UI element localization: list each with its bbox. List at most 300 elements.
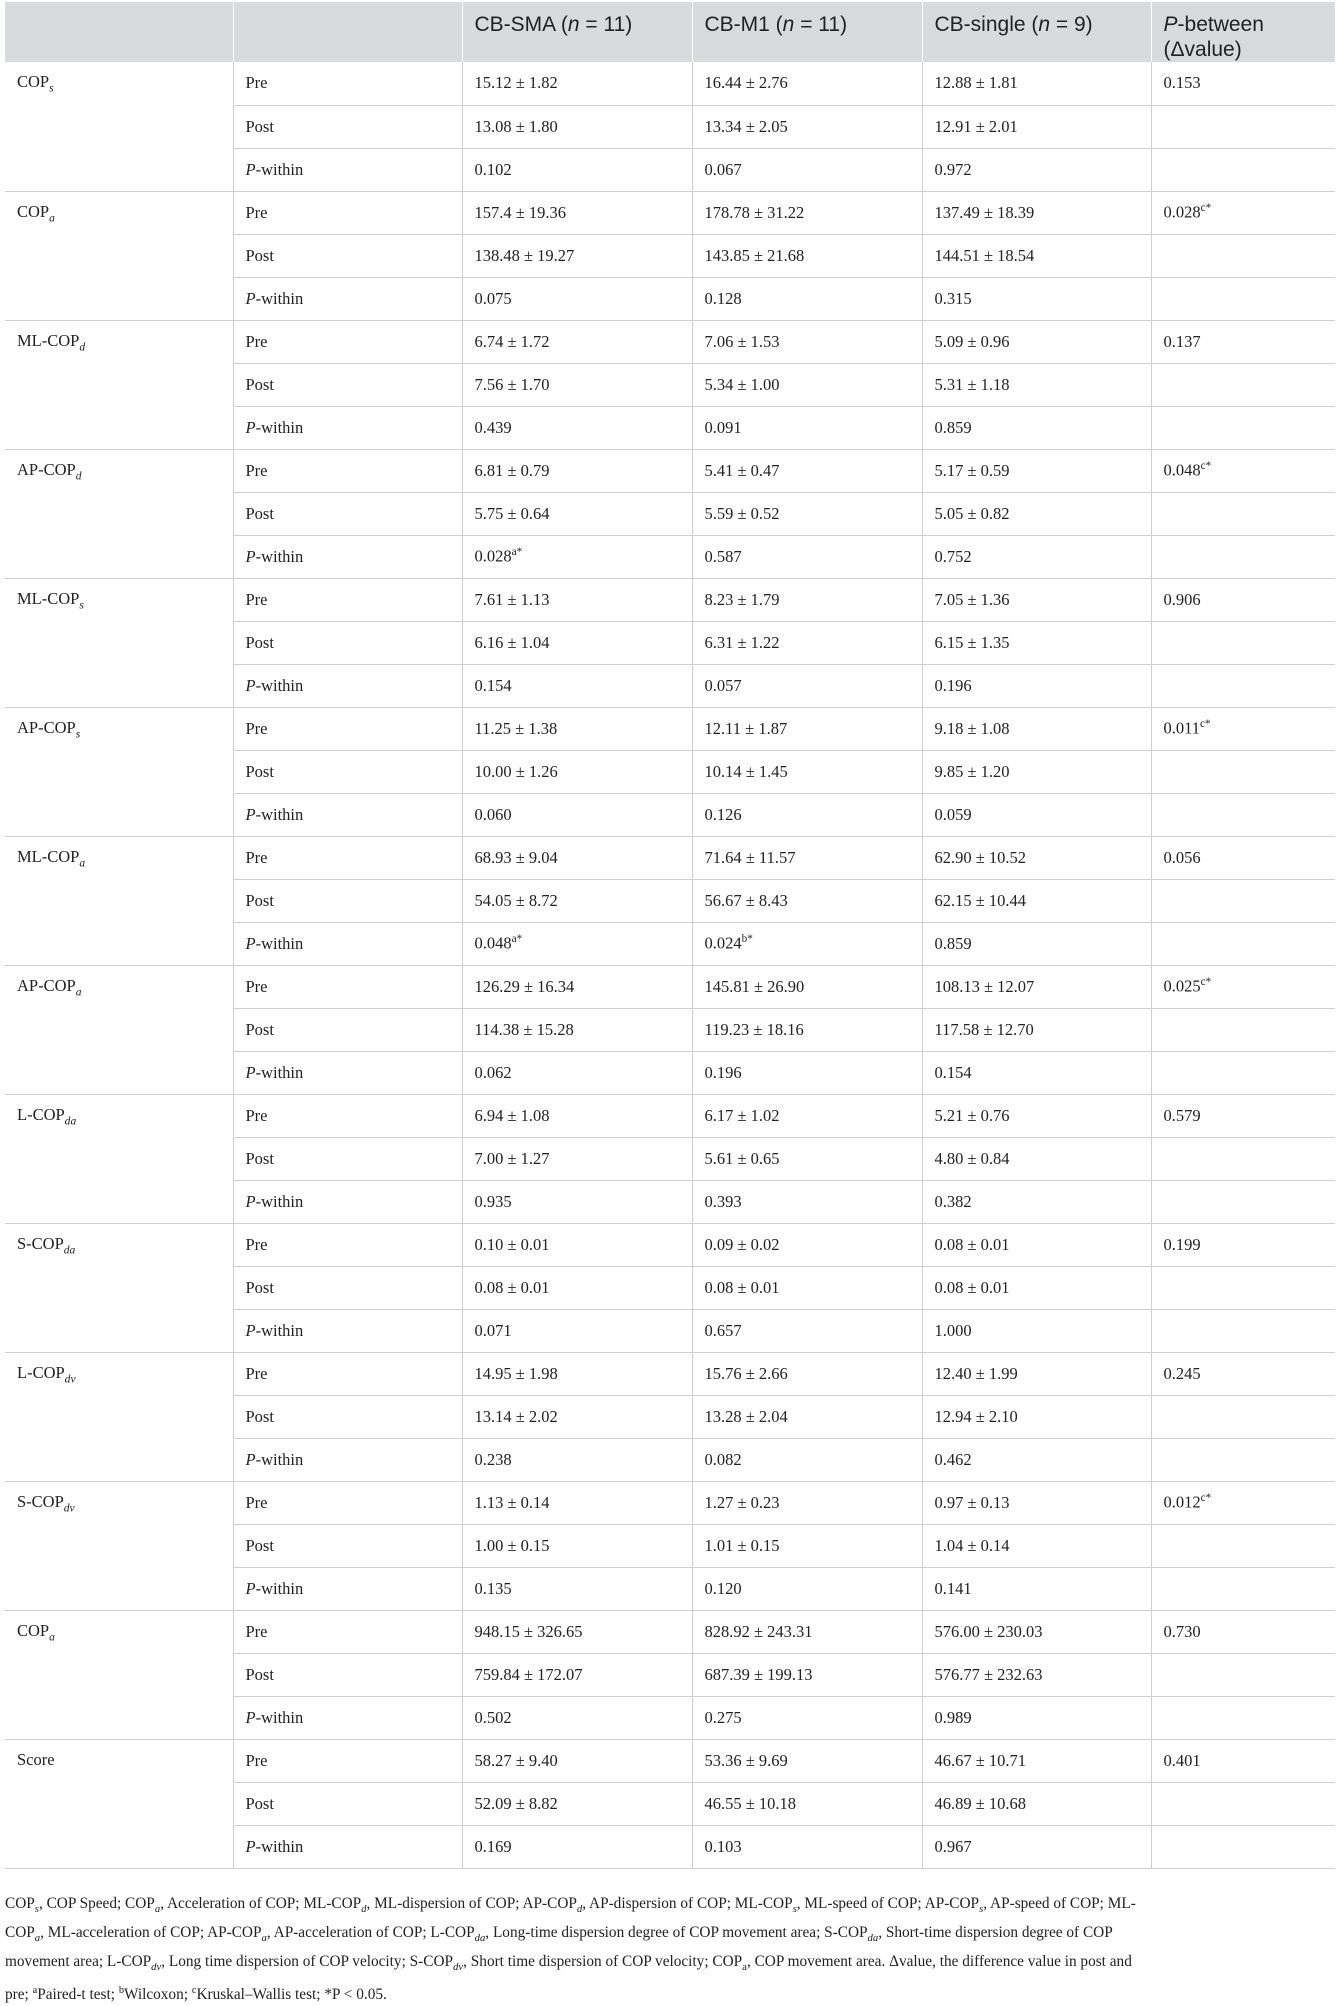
parameter-cell: [5, 406, 233, 449]
p-between-cell: [1151, 1653, 1335, 1696]
value-cell: 0.315: [922, 277, 1151, 320]
p-between-cell: $0.012^{c*}$: [1151, 1481, 1335, 1524]
header-p-between: P-between (Δvalue): [1151, 2, 1335, 62]
value-cell: 0.128: [692, 277, 922, 320]
footnote-line-4: pre; $^a$Paired-t test; $^b$Wilcoxon; $^c$Kruskal–Wallis test; *P < 0.05.: [5, 1985, 387, 2004]
stage-cell: Post: [233, 750, 462, 793]
value-cell: 6.74 ± 1.72: [462, 320, 692, 363]
value-cell: 5.75 ± 0.64: [462, 492, 692, 535]
value-cell: 6.31 ± 1.22: [692, 621, 922, 664]
p-between-cell: [1151, 664, 1335, 707]
p-between-cell: [1151, 1825, 1335, 1868]
value-cell: 6.94 ± 1.08: [462, 1094, 692, 1137]
value-cell: 0.989: [922, 1696, 1151, 1739]
parameter-cell: [5, 492, 233, 535]
value-cell: 5.34 ± 1.00: [692, 363, 922, 406]
value-cell: $0.028^{a*}$: [462, 535, 692, 578]
value-cell: 46.89 ± 10.68: [922, 1782, 1151, 1825]
stage-cell: Post: [233, 879, 462, 922]
value-cell: 0.382: [922, 1180, 1151, 1223]
value-cell: 14.95 ± 1.98: [462, 1352, 692, 1395]
parameter-cell: $AP-COP_s$: [5, 707, 233, 750]
parameter-cell: [5, 1137, 233, 1180]
value-cell: 15.76 ± 2.66: [692, 1352, 922, 1395]
parameter-cell: [5, 277, 233, 320]
parameter-cell: $L-COP_{dv}$: [5, 1352, 233, 1395]
p-between-cell: [1151, 148, 1335, 191]
stage-cell: Pre: [233, 836, 462, 879]
parameter-cell: [5, 1309, 233, 1352]
value-cell: 12.94 ± 2.10: [922, 1395, 1151, 1438]
p-between-cell: [1151, 1524, 1335, 1567]
value-cell: 62.15 ± 10.44: [922, 879, 1151, 922]
header-cb-sma: CB-SMA (n = 11): [462, 2, 692, 62]
parameter-cell: [5, 793, 233, 836]
stage-cell: Pre: [233, 1610, 462, 1653]
stage-cell: P-within: [233, 664, 462, 707]
table-row: [5, 664, 1335, 707]
stage-cell: Pre: [233, 191, 462, 234]
stage-cell: Post: [233, 1137, 462, 1180]
value-cell: 0.067: [692, 148, 922, 191]
value-cell: 108.13 ± 12.07: [922, 965, 1151, 1008]
value-cell: 0.071: [462, 1309, 692, 1352]
stage-cell: Post: [233, 492, 462, 535]
stage-cell: P-within: [233, 1696, 462, 1739]
p-between-cell: 0.245: [1151, 1352, 1335, 1395]
table-row: [5, 621, 1335, 664]
table-row: [5, 965, 1335, 1008]
value-cell: $0.048^{a*}$: [462, 922, 692, 965]
parameter-cell: [5, 879, 233, 922]
value-cell: 6.17 ± 1.02: [692, 1094, 922, 1137]
parameter-cell: [5, 1825, 233, 1868]
table-row: [5, 1051, 1335, 1094]
value-cell: 114.38 ± 15.28: [462, 1008, 692, 1051]
table-row: [5, 191, 1335, 234]
footnote-line-3: movement area; $L-COP_{dv}$, Long time dispersion of COP velocity; $S-COP_{dv}$, Short time dispersion of COP velocity; $COP_a$, COP movement area. Δvalue, the difference value in post and: [5, 1953, 1132, 1974]
table-row: [5, 105, 1335, 148]
stage-cell: P-within: [233, 1180, 462, 1223]
table-row: [5, 1739, 1335, 1782]
table-row: [5, 922, 1335, 965]
value-cell: 53.36 ± 9.69: [692, 1739, 922, 1782]
table-footnote: [5, 1892, 1333, 2006]
stage-cell: Post: [233, 1008, 462, 1051]
stage-cell: P-within: [233, 1825, 462, 1868]
value-cell: 5.61 ± 0.65: [692, 1137, 922, 1180]
value-cell: 178.78 ± 31.22: [692, 191, 922, 234]
value-cell: 759.84 ± 172.07: [462, 1653, 692, 1696]
table-row: [5, 320, 1335, 363]
p-between-cell: [1151, 1008, 1335, 1051]
parameter-cell: [5, 105, 233, 148]
table-row: [5, 1309, 1335, 1352]
header-row: [5, 2, 1335, 62]
header-cb-single: CB-single (n = 9): [922, 2, 1151, 62]
parameter-cell: [5, 1653, 233, 1696]
stage-cell: Post: [233, 363, 462, 406]
value-cell: 7.56 ± 1.70: [462, 363, 692, 406]
value-cell: 0.154: [462, 664, 692, 707]
value-cell: 0.059: [922, 793, 1151, 836]
p-between-cell: 0.153: [1151, 62, 1335, 105]
value-cell: 145.81 ± 26.90: [692, 965, 922, 1008]
parameter-cell: $COP_s$: [5, 62, 233, 105]
table-row: [5, 1180, 1335, 1223]
value-cell: 0.09 ± 0.02: [692, 1223, 922, 1266]
stage-cell: Post: [233, 105, 462, 148]
value-cell: 0.859: [922, 922, 1151, 965]
value-cell: 0.08 ± 0.01: [692, 1266, 922, 1309]
value-cell: 0.859: [922, 406, 1151, 449]
value-cell: 0.141: [922, 1567, 1151, 1610]
value-cell: 576.00 ± 230.03: [922, 1610, 1151, 1653]
stage-cell: Post: [233, 1653, 462, 1696]
parameter-cell: [5, 363, 233, 406]
table-row: [5, 1696, 1335, 1739]
value-cell: 948.15 ± 326.65: [462, 1610, 692, 1653]
value-cell: 126.29 ± 16.34: [462, 965, 692, 1008]
parameter-cell: [5, 1782, 233, 1825]
table-row: [5, 406, 1335, 449]
value-cell: 7.61 ± 1.13: [462, 578, 692, 621]
parameter-cell: Score: [5, 1739, 233, 1782]
parameter-cell: [5, 1051, 233, 1094]
value-cell: 117.58 ± 12.70: [922, 1008, 1151, 1051]
stage-cell: P-within: [233, 1051, 462, 1094]
table-row: [5, 535, 1335, 578]
value-cell: 0.102: [462, 148, 692, 191]
p-between-cell: 0.401: [1151, 1739, 1335, 1782]
results-table: [5, 2, 1335, 1869]
value-cell: 7.00 ± 1.27: [462, 1137, 692, 1180]
value-cell: 0.154: [922, 1051, 1151, 1094]
p-between-cell: $0.048^{c*}$: [1151, 449, 1335, 492]
value-cell: 52.09 ± 8.82: [462, 1782, 692, 1825]
table-row: [5, 1352, 1335, 1395]
parameter-cell: $ML-COP_a$: [5, 836, 233, 879]
value-cell: 1.000: [922, 1309, 1151, 1352]
value-cell: 0.439: [462, 406, 692, 449]
value-cell: 6.16 ± 1.04: [462, 621, 692, 664]
value-cell: 0.120: [692, 1567, 922, 1610]
parameter-cell: [5, 1395, 233, 1438]
value-cell: 5.41 ± 0.47: [692, 449, 922, 492]
value-cell: 15.12 ± 1.82: [462, 62, 692, 105]
value-cell: 6.81 ± 0.79: [462, 449, 692, 492]
table-row: [5, 148, 1335, 191]
value-cell: 828.92 ± 243.31: [692, 1610, 922, 1653]
value-cell: 0.935: [462, 1180, 692, 1223]
value-cell: 1.01 ± 0.15: [692, 1524, 922, 1567]
parameter-cell: [5, 148, 233, 191]
value-cell: 13.14 ± 2.02: [462, 1395, 692, 1438]
p-between-cell: [1151, 277, 1335, 320]
table-row: [5, 750, 1335, 793]
parameter-cell: [5, 664, 233, 707]
table-row: [5, 1137, 1335, 1180]
stage-cell: Pre: [233, 62, 462, 105]
value-cell: 137.49 ± 18.39: [922, 191, 1151, 234]
value-cell: 46.55 ± 10.18: [692, 1782, 922, 1825]
p-between-cell: [1151, 105, 1335, 148]
value-cell: 7.06 ± 1.53: [692, 320, 922, 363]
value-cell: 0.972: [922, 148, 1151, 191]
value-cell: 13.28 ± 2.04: [692, 1395, 922, 1438]
value-cell: 1.27 ± 0.23: [692, 1481, 922, 1524]
parameter-cell: [5, 621, 233, 664]
value-cell: 0.062: [462, 1051, 692, 1094]
parameter-cell: [5, 1008, 233, 1051]
value-cell: 0.393: [692, 1180, 922, 1223]
header-stage: [233, 2, 462, 62]
table-row: [5, 1825, 1335, 1868]
value-cell: $0.024^{b*}$: [692, 922, 922, 965]
footnote-line-2: $COP_a$, ML-acceleration of COP; $AP-COP_a$, AP-acceleration of COP; $L-COP_{da}$, Long-time dispersion degree of COP movement area; $S-COP_{da}$, Short-time dispersion degree of COP: [5, 1924, 1113, 1945]
header-parameter: [5, 2, 233, 62]
p-between-cell: [1151, 1051, 1335, 1094]
parameter-cell: $L-COP_{da}$: [5, 1094, 233, 1137]
p-between-cell: [1151, 1567, 1335, 1610]
parameter-cell: [5, 750, 233, 793]
table-row: [5, 707, 1335, 750]
stage-cell: Pre: [233, 1739, 462, 1782]
value-cell: 119.23 ± 18.16: [692, 1008, 922, 1051]
value-cell: 5.21 ± 0.76: [922, 1094, 1151, 1137]
p-between-cell: [1151, 535, 1335, 578]
parameter-cell: [5, 1524, 233, 1567]
value-cell: 157.4 ± 19.36: [462, 191, 692, 234]
p-between-cell: [1151, 492, 1335, 535]
value-cell: 0.126: [692, 793, 922, 836]
value-cell: 5.05 ± 0.82: [922, 492, 1151, 535]
value-cell: 0.103: [692, 1825, 922, 1868]
stage-cell: Pre: [233, 1223, 462, 1266]
p-between-cell: 0.199: [1151, 1223, 1335, 1266]
table-row: [5, 1524, 1335, 1567]
stage-cell: Pre: [233, 707, 462, 750]
p-between-cell: [1151, 1438, 1335, 1481]
stage-cell: P-within: [233, 406, 462, 449]
value-cell: 0.587: [692, 535, 922, 578]
p-between-cell: $0.028^{c*}$: [1151, 191, 1335, 234]
parameter-cell: $S-COP_{da}$: [5, 1223, 233, 1266]
table-row: [5, 1481, 1335, 1524]
table-row: [5, 793, 1335, 836]
value-cell: 54.05 ± 8.72: [462, 879, 692, 922]
p-between-cell: [1151, 793, 1335, 836]
p-between-cell: [1151, 922, 1335, 965]
stage-cell: Pre: [233, 1094, 462, 1137]
value-cell: 8.23 ± 1.79: [692, 578, 922, 621]
value-cell: 687.39 ± 199.13: [692, 1653, 922, 1696]
stage-cell: Pre: [233, 449, 462, 492]
parameter-cell: [5, 535, 233, 578]
parameter-cell: $AP-COP_d$: [5, 449, 233, 492]
table-row: [5, 492, 1335, 535]
stage-cell: Pre: [233, 578, 462, 621]
stage-cell: Pre: [233, 1352, 462, 1395]
value-cell: 68.93 ± 9.04: [462, 836, 692, 879]
value-cell: 0.169: [462, 1825, 692, 1868]
header-cb-m1: CB-M1 (n = 11): [692, 2, 922, 62]
value-cell: 10.14 ± 1.45: [692, 750, 922, 793]
value-cell: 0.08 ± 0.01: [462, 1266, 692, 1309]
value-cell: 56.67 ± 8.43: [692, 879, 922, 922]
value-cell: 0.275: [692, 1696, 922, 1739]
value-cell: 0.057: [692, 664, 922, 707]
p-between-cell: 0.730: [1151, 1610, 1335, 1653]
value-cell: 138.48 ± 19.27: [462, 234, 692, 277]
p-between-cell: 0.906: [1151, 578, 1335, 621]
table-row: [5, 234, 1335, 277]
table-row: [5, 1567, 1335, 1610]
value-cell: 11.25 ± 1.38: [462, 707, 692, 750]
value-cell: 0.10 ± 0.01: [462, 1223, 692, 1266]
table-row: [5, 1266, 1335, 1309]
value-cell: 9.85 ± 1.20: [922, 750, 1151, 793]
p-between-cell: $0.011^{c*}$: [1151, 707, 1335, 750]
table-body: [5, 62, 1335, 1868]
parameter-cell: $S-COP_{dv}$: [5, 1481, 233, 1524]
value-cell: 12.88 ± 1.81: [922, 62, 1151, 105]
value-cell: 13.34 ± 2.05: [692, 105, 922, 148]
value-cell: 0.967: [922, 1825, 1151, 1868]
stage-cell: P-within: [233, 277, 462, 320]
table-row: [5, 578, 1335, 621]
value-cell: 0.196: [692, 1051, 922, 1094]
value-cell: 0.08 ± 0.01: [922, 1223, 1151, 1266]
p-between-cell: [1151, 1180, 1335, 1223]
stage-cell: Post: [233, 1524, 462, 1567]
p-between-cell: [1151, 406, 1335, 449]
value-cell: 5.09 ± 0.96: [922, 320, 1151, 363]
p-between-cell: [1151, 1266, 1335, 1309]
value-cell: 16.44 ± 2.76: [692, 62, 922, 105]
stage-cell: P-within: [233, 1438, 462, 1481]
p-between-cell: [1151, 1782, 1335, 1825]
stage-cell: P-within: [233, 1309, 462, 1352]
table-row: [5, 879, 1335, 922]
value-cell: 9.18 ± 1.08: [922, 707, 1151, 750]
stage-cell: Post: [233, 621, 462, 664]
table-row: [5, 1395, 1335, 1438]
stage-cell: P-within: [233, 148, 462, 191]
value-cell: 46.67 ± 10.71: [922, 1739, 1151, 1782]
stage-cell: Pre: [233, 320, 462, 363]
parameter-cell: $ML-COP_s$: [5, 578, 233, 621]
value-cell: 144.51 ± 18.54: [922, 234, 1151, 277]
p-between-cell: 0.579: [1151, 1094, 1335, 1137]
p-between-cell: [1151, 1395, 1335, 1438]
table-row: [5, 1653, 1335, 1696]
table-row: [5, 1782, 1335, 1825]
p-between-cell: [1151, 879, 1335, 922]
stage-cell: Post: [233, 234, 462, 277]
value-cell: 4.80 ± 0.84: [922, 1137, 1151, 1180]
stage-cell: Pre: [233, 1481, 462, 1524]
table-row: [5, 1223, 1335, 1266]
stage-cell: P-within: [233, 922, 462, 965]
stage-cell: Post: [233, 1782, 462, 1825]
value-cell: 0.091: [692, 406, 922, 449]
p-between-cell: [1151, 1137, 1335, 1180]
table-row: [5, 1008, 1335, 1051]
stage-cell: P-within: [233, 793, 462, 836]
value-cell: 12.11 ± 1.87: [692, 707, 922, 750]
stage-cell: Post: [233, 1395, 462, 1438]
table-row: [5, 1610, 1335, 1653]
table-row: [5, 363, 1335, 406]
value-cell: 62.90 ± 10.52: [922, 836, 1151, 879]
stage-cell: P-within: [233, 1567, 462, 1610]
value-cell: 0.752: [922, 535, 1151, 578]
value-cell: 10.00 ± 1.26: [462, 750, 692, 793]
parameter-cell: [5, 1567, 233, 1610]
value-cell: 0.238: [462, 1438, 692, 1481]
table-row: [5, 836, 1335, 879]
value-cell: 0.08 ± 0.01: [922, 1266, 1151, 1309]
p-between-cell: [1151, 750, 1335, 793]
value-cell: 0.657: [692, 1309, 922, 1352]
stage-cell: P-within: [233, 535, 462, 578]
parameter-cell: $COP_a$: [5, 191, 233, 234]
value-cell: 5.59 ± 0.52: [692, 492, 922, 535]
table-row: [5, 277, 1335, 320]
parameter-cell: [5, 1696, 233, 1739]
table-row: [5, 62, 1335, 105]
value-cell: 13.08 ± 1.80: [462, 105, 692, 148]
value-cell: 71.64 ± 11.57: [692, 836, 922, 879]
value-cell: 0.060: [462, 793, 692, 836]
value-cell: 0.082: [692, 1438, 922, 1481]
parameter-cell: $COP_a$: [5, 1610, 233, 1653]
p-between-cell: [1151, 234, 1335, 277]
parameter-cell: [5, 1180, 233, 1223]
value-cell: 12.40 ± 1.99: [922, 1352, 1151, 1395]
value-cell: 6.15 ± 1.35: [922, 621, 1151, 664]
value-cell: 0.135: [462, 1567, 692, 1610]
value-cell: 1.04 ± 0.14: [922, 1524, 1151, 1567]
parameter-cell: [5, 922, 233, 965]
value-cell: 0.462: [922, 1438, 1151, 1481]
value-cell: 0.075: [462, 277, 692, 320]
p-between-cell: $0.025^{c*}$: [1151, 965, 1335, 1008]
value-cell: 1.13 ± 0.14: [462, 1481, 692, 1524]
p-between-cell: [1151, 363, 1335, 406]
p-between-cell: [1151, 1309, 1335, 1352]
value-cell: 576.77 ± 232.63: [922, 1653, 1151, 1696]
stage-cell: Pre: [233, 965, 462, 1008]
parameter-cell: $AP-COP_a$: [5, 965, 233, 1008]
value-cell: 0.502: [462, 1696, 692, 1739]
stage-cell: Post: [233, 1266, 462, 1309]
value-cell: 12.91 ± 2.01: [922, 105, 1151, 148]
table-row: [5, 1094, 1335, 1137]
value-cell: 5.31 ± 1.18: [922, 363, 1151, 406]
footnote-line-1: $COP_s$, COP Speed; $COP_a$, Acceleration of COP; $ML-COP_d$, ML-dispersion of COP; $AP-COP_d$, AP-dispersion of COP; $ML-COP_s$, ML-speed of COP; $AP-COP_s$, AP-speed of COP; ML-: [5, 1895, 1136, 1916]
value-cell: 5.17 ± 0.59: [922, 449, 1151, 492]
value-cell: 0.97 ± 0.13: [922, 1481, 1151, 1524]
p-between-cell: [1151, 621, 1335, 664]
table-row: [5, 449, 1335, 492]
value-cell: 143.85 ± 21.68: [692, 234, 922, 277]
parameter-cell: [5, 1438, 233, 1481]
p-between-cell: [1151, 1696, 1335, 1739]
value-cell: 0.196: [922, 664, 1151, 707]
parameter-cell: $ML-COP_d$: [5, 320, 233, 363]
